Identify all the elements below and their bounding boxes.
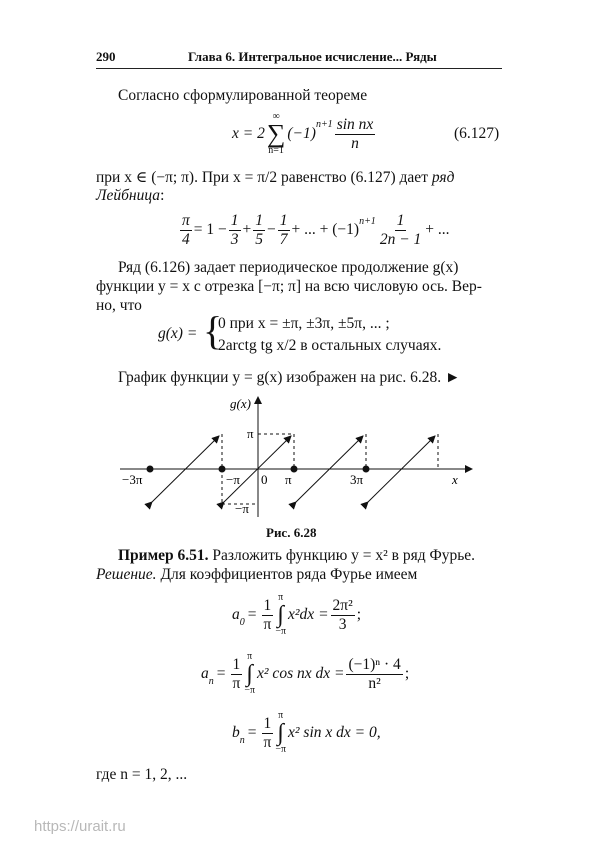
example-text: Разложить функцию y = x² в ряд Фурье. bbox=[212, 547, 476, 564]
f4d: 2n − 1 bbox=[379, 230, 422, 248]
x-tick-0: 0 bbox=[261, 472, 268, 487]
an-res-d: n² bbox=[368, 674, 381, 692]
gdef-case2: 2arctg tg x/2 в остальных случаях. bbox=[218, 337, 442, 354]
point-mpi bbox=[219, 466, 226, 473]
bn-sub: n bbox=[239, 735, 245, 746]
x-tick-pi: π bbox=[285, 472, 292, 487]
a0-integrand: x²dx = bbox=[288, 606, 329, 623]
minus-1: − bbox=[267, 221, 276, 238]
frac-1-5 bbox=[253, 212, 265, 247]
formula-bn bbox=[232, 706, 381, 760]
y-tick-mpi: −π bbox=[235, 501, 249, 516]
gdef-brace: { bbox=[203, 308, 223, 353]
a0-pre-d: π bbox=[263, 615, 272, 633]
chapter-title: Глава 6. Интегральное исчисление... Ряды bbox=[188, 49, 437, 64]
page-number: 290 bbox=[96, 49, 116, 64]
example-label: Пример 6.51. bbox=[118, 547, 209, 564]
f2d: 5 bbox=[255, 230, 263, 248]
paragraph-periodic-line1: Ряд (6.126) задает периодическое продолжение g(x) bbox=[118, 259, 459, 276]
paragraph-leibniz-line1 bbox=[96, 168, 454, 187]
an-res-n: (−1)ⁿ · 4 bbox=[348, 656, 401, 674]
an-int-top: π bbox=[247, 651, 253, 662]
bn-prefactor bbox=[262, 715, 274, 750]
x-axis-label: x bbox=[452, 472, 458, 487]
paragraph-intro: Согласно сформулированной теореме bbox=[118, 87, 368, 104]
point-m3pi bbox=[147, 466, 154, 473]
paragraph-graph-ref: График функции y = g(x) изображен на рис. 6.28. ► bbox=[118, 369, 461, 386]
solution-text: Для коэффициентов ряда Фурье имеем bbox=[160, 566, 418, 583]
an-result bbox=[346, 656, 402, 691]
header-rule bbox=[96, 68, 502, 69]
a0-res-n: 2π² bbox=[332, 597, 353, 615]
paragraph-periodic-line3: но, что bbox=[96, 297, 142, 314]
bn-lhs: b bbox=[232, 724, 240, 741]
x-tick-3pi: 3π bbox=[350, 472, 364, 487]
an-int-sign: ∫ bbox=[246, 661, 253, 687]
f4n: 1 bbox=[396, 212, 405, 230]
y-axis-label: g(x) bbox=[230, 396, 251, 411]
equation-label-6-127: (6.127) bbox=[454, 125, 500, 142]
bn-pre-d: π bbox=[263, 733, 272, 751]
bn-integrand: x² sin x dx = 0, bbox=[288, 724, 381, 741]
formula-a0 bbox=[232, 588, 361, 642]
bn-int-sign: ∫ bbox=[277, 720, 284, 746]
gdef-lhs: g(x) = bbox=[158, 325, 198, 342]
point-3pi bbox=[363, 466, 370, 473]
an-sub: n bbox=[208, 676, 214, 687]
paragraph-leibniz-line2 bbox=[96, 187, 164, 205]
plus-1: + bbox=[242, 221, 252, 238]
exp: n+1 bbox=[359, 216, 376, 227]
bn-eq: = bbox=[247, 724, 257, 741]
example-title-line bbox=[118, 547, 475, 565]
a0-tail: ; bbox=[356, 606, 362, 623]
sum-symbol: ∑ bbox=[266, 119, 286, 148]
leibniz-word: Лейбница bbox=[96, 187, 161, 204]
a0-eq: = bbox=[247, 606, 257, 623]
an-prefactor bbox=[231, 656, 243, 691]
a0-prefactor bbox=[262, 597, 274, 632]
f2n: 1 bbox=[255, 212, 263, 230]
figure-caption: Рис. 6.28 bbox=[266, 525, 317, 540]
an-tail: ; bbox=[404, 665, 410, 682]
sum-top: ∞ bbox=[272, 111, 280, 122]
frac-1-3 bbox=[229, 212, 241, 247]
eq127-frac-den: n bbox=[351, 134, 359, 152]
pi-den: 4 bbox=[182, 230, 190, 248]
bn-int-bot: −π bbox=[275, 744, 287, 755]
sum-bottom: n=1 bbox=[268, 145, 284, 156]
equation-6-127 bbox=[232, 109, 377, 159]
a0-int-sign: ∫ bbox=[277, 602, 284, 628]
sum-operator bbox=[267, 112, 286, 156]
eq127-term: (−1) bbox=[287, 125, 316, 142]
eq-one: = 1 − bbox=[193, 221, 227, 238]
a0-int-bot: −π bbox=[275, 626, 287, 637]
y-tick-pi: π bbox=[247, 426, 254, 441]
an-pre-n: 1 bbox=[232, 656, 241, 674]
bn-int-top: π bbox=[278, 710, 284, 721]
an-int-bot: −π bbox=[244, 685, 256, 696]
eq127-fraction bbox=[335, 116, 376, 151]
frac-1-2n-1 bbox=[378, 212, 423, 247]
tail: + ... bbox=[425, 221, 450, 238]
figure-6-28 bbox=[100, 392, 500, 522]
leibniz-colon: : bbox=[160, 187, 165, 204]
f1d: 3 bbox=[230, 230, 239, 248]
paragraph-n-values: где n = 1, 2, ... bbox=[96, 766, 188, 783]
leibniz-series bbox=[178, 208, 450, 252]
eq127-frac-num: sin nx bbox=[336, 116, 374, 134]
eq127-lhs: x = 2 bbox=[232, 125, 265, 142]
paragraph-periodic-line2: функции y = x с отрезка [−π; π] на всю числовую ось. Вер- bbox=[96, 278, 482, 295]
eq127-term-exp: n+1 bbox=[315, 119, 333, 130]
a0-sub: 0 bbox=[239, 617, 245, 628]
an-integrand: x² cos nx dx = bbox=[257, 665, 345, 682]
footer-url[interactable]: https://urait.ru bbox=[34, 818, 126, 835]
f3d: 7 bbox=[279, 230, 288, 248]
x-tick-mpi: −π bbox=[226, 472, 240, 487]
a0-res-d: 3 bbox=[338, 615, 347, 633]
bn-pre-n: 1 bbox=[263, 715, 272, 733]
a0-integral bbox=[275, 593, 286, 637]
a0-result bbox=[331, 597, 355, 632]
an-integral bbox=[244, 652, 255, 696]
f3n: 1 bbox=[279, 212, 288, 230]
an-eq: = bbox=[216, 665, 226, 682]
dots: + ... + (−1) bbox=[291, 221, 360, 238]
bn-integral bbox=[275, 711, 286, 755]
leibniz-pi-frac bbox=[180, 212, 192, 247]
a0-int-top: π bbox=[278, 592, 284, 603]
f1n: 1 bbox=[230, 212, 239, 230]
a0-pre-n: 1 bbox=[263, 597, 272, 615]
x-tick-m3pi: −3π bbox=[122, 472, 143, 487]
frac-1-7 bbox=[278, 212, 290, 247]
gdef-case1: 0 при x = ±π, ±3π, ±5π, ... ; bbox=[218, 315, 390, 332]
solution-line bbox=[96, 566, 417, 584]
an-pre-d: π bbox=[232, 674, 241, 692]
p2-line1-text: при x ∈ (−π; π). При x = π/2 равенство (6.127) дает bbox=[96, 169, 428, 186]
formula-an bbox=[201, 647, 409, 701]
pi-num: π bbox=[182, 212, 190, 230]
a0-lhs: a bbox=[232, 606, 240, 623]
an-lhs: a bbox=[201, 665, 209, 682]
solution-label: Решение. bbox=[96, 566, 157, 583]
p2-line1-italic: ряд bbox=[431, 169, 455, 186]
